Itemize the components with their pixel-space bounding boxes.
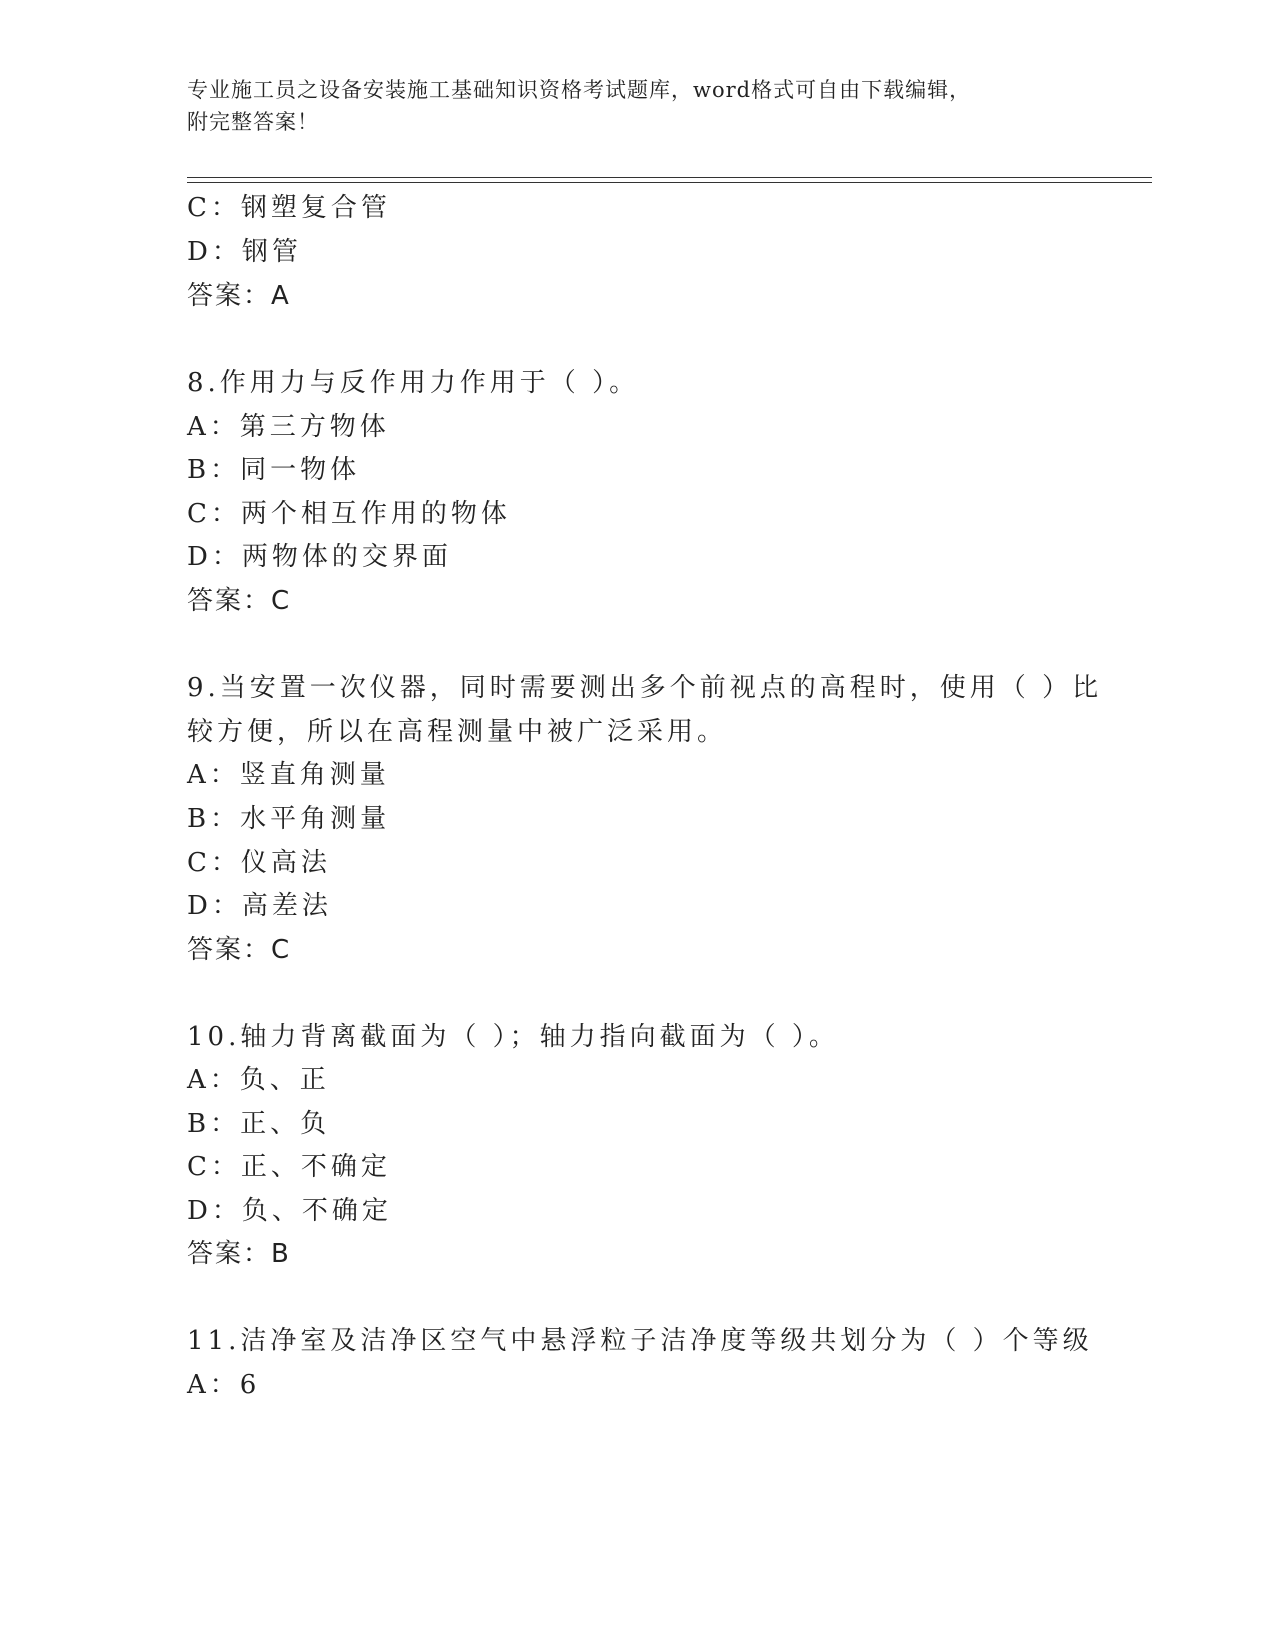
option-d: D：高差法 (187, 891, 332, 921)
option-a: A：负、正 (187, 1065, 330, 1095)
document-header (187, 74, 1087, 138)
answer: 答案：A (187, 281, 291, 311)
option-d: D：钢管 (187, 237, 302, 267)
option-a: A：竖直角测量 (187, 760, 390, 790)
question-stem: 9.当安置一次仪器，同时需要测出多个前视点的高程时，使用（ ）比 (187, 673, 1103, 703)
question-stem: 8.作用力与反作用力作用于（ ）。 (187, 368, 640, 398)
option-c: C：仪高法 (187, 848, 331, 878)
answer: 答案：C (187, 935, 292, 965)
question-stem: 11.洁净室及洁净区空气中悬浮粒子洁净度等级共划分为（ ）个等级 (187, 1326, 1093, 1356)
answer: 答案：B (187, 1239, 291, 1269)
option-c: C：钢塑复合管 (187, 193, 391, 223)
option-c: C：两个相互作用的物体 (187, 499, 511, 529)
header-rule-top (187, 177, 1152, 178)
option-b: B：水平角测量 (187, 804, 391, 834)
option-b: B：同一物体 (187, 455, 361, 485)
option-c: C：正、不确定 (187, 1152, 391, 1182)
option-a: A：第三方物体 (187, 412, 390, 442)
question-stem-continued: 较方便，所以在高程测量中被广泛采用。 (187, 717, 728, 747)
option-d: D：两物体的交界面 (187, 542, 452, 572)
question-stem: 10.轴力背离截面为（ ）；轴力指向截面为（ ）。 (187, 1022, 839, 1052)
header-rule-bottom (187, 182, 1152, 183)
header-line-1: 专业施工员之设备安装施工基础知识资格考试题库，word格式可自由下载编辑， (187, 78, 972, 102)
option-a: A：6 (187, 1370, 261, 1400)
header-line-2: 附完整答案！ (187, 110, 319, 134)
answer: 答案：C (187, 586, 292, 616)
option-d: D：负、不确定 (187, 1196, 392, 1226)
option-b: B：正、负 (187, 1109, 331, 1139)
